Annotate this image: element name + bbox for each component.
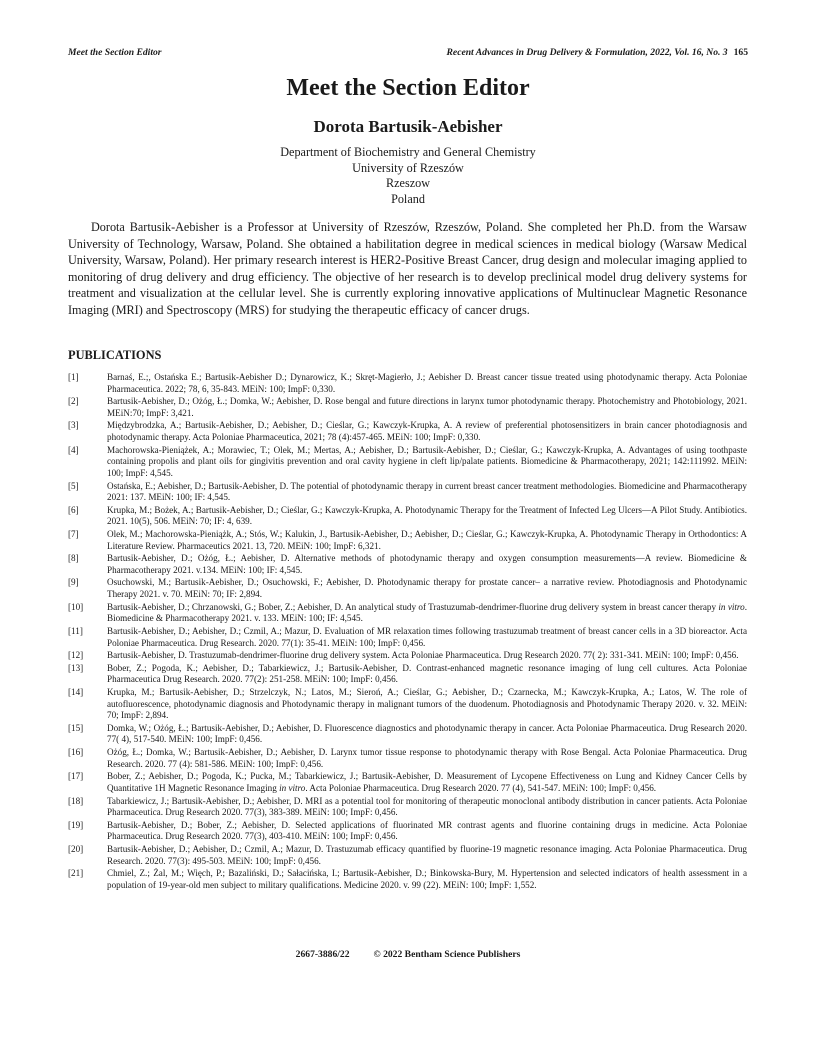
- publication-number: [16]: [68, 747, 84, 758]
- publication-citation: Bartusik-Aebisher, D.; Aebisher, D.; Czmil, A.; Mazur, D. Trastuzumab efficacy quantified by fluorine-19 magnetic resonance imaging. Acta Poloniae Pharmaceutica. Drug Research. 2020. 77(3): 495-503. MEiN: 100; ImpF: 0,456.: [107, 844, 747, 866]
- publication-citation: Bober, Z.; Aebisher, D.; Pogoda, K.; Pucka, M.; Tabarkiewicz, J.; Bartusik-Aebisher, D. Measurement of Lycopene Effectiveness on Lung and Kidney Cancer Cells by Quantitative 1H Magnetic Resonance Imaging in vitro. Acta Poloniae Pharmaceutica. Drug Research 2020. 77 (4), 541-547. MEiN: 100; ImpF: 0,456.: [107, 771, 747, 793]
- publication-citation: Krupka, M.; Bożek, A.; Bartusik-Aebisher, D.; Cieślar, G.; Kawczyk-Krupka, A. Photodynamic Therapy for the Treatment of Infected Leg Ulcers—A Pilot Study. Antibiotics. 2021. 10(5), 506. MEiN: 70; IF: 4, 639.: [107, 504, 747, 527]
- publication-number: [14]: [68, 687, 84, 698]
- publication-number: [17]: [68, 771, 84, 782]
- publication-number: [11]: [68, 625, 83, 636]
- footer-issn: 2667-3886/22: [295, 949, 350, 960]
- affiliation-department: Department of Biochemistry and General Chemistry: [280, 145, 536, 159]
- publication-number: [12]: [68, 650, 84, 661]
- running-header-right: [447, 47, 748, 59]
- publication-citation: Bober, Z.; Pogoda, K.; Aebisher, D.; Tabarkiewicz, J.; Bartusik-Aebisher, D. Contrast-enhanced magnetic resonance imaging of lung cell cultures. Acta Poloniae Pharmaceutica Drug Research. 2020. 77(2): 251-258. MEiN: 100; ImpF: 0,456.: [107, 662, 747, 685]
- publication-item: [68, 505, 747, 528]
- publication-citation: Domka, W.; Ożóg, Ł.; Bartusik-Aebisher, D.; Aebisher, D. Fluorescence diagnostics and photodynamic therapy in cancer. Acta Poloniae Pharmaceutica. Drug Research 2020. 77( 4), 517-540. MEiN: 100; ImpF: 0,456.: [107, 722, 747, 745]
- publication-item: [68, 796, 747, 819]
- publication-number: [4]: [68, 444, 79, 455]
- publication-item: [68, 650, 747, 662]
- publication-citation: Tabarkiewicz, J.; Bartusik-Aebisher, D.; Aebisher, D. MRI as a potential tool for monitoring of therapeutic monoclonal antibody distribution in cancer patients. Acta Poloniae Pharmaceutica. Drug Research 2020. 77(3), 383-389. MEiN: 100; ImpF: 0,456.: [107, 795, 747, 818]
- affiliation-university: University of Rzeszów: [352, 160, 464, 175]
- publication-citation: Międzybrodzka, A.; Bartusik-Aebisher, D.; Aebisher, D.; Cieślar, G.; Kawczyk-Krupka, A. A review of preferential photosensitizers in brain cancer photodiagnosis and photodynamic therapy. Acta Poloniae Pharmaceutica, 2021; 78 (4):457-465. MEiN: 100; ImpF: 0,330.: [107, 420, 747, 443]
- publication-number: [5]: [68, 480, 79, 491]
- biography-paragraph: Dorota Bartusik-Aebisher is a Professor at University of Rzeszów, Rzeszów, Poland. She completed her Ph.D. from the Warsaw University of Technology, Warsaw, Poland. She obtained a habilitation degree in medical sciences in medical biology (Warsaw Medical University, Warsaw, Poland). Her primary research interest is HER2-Positive Breast Cancer, drug design and molecular imaging applied to monitoring of drug delivery and drug efficiency. The objective of her research is to develop preclinical model drug delivery systems for treatment and visualization at the cellular level. She is currently exploring innovative applications of Multinuclear Magnetic Resonance Imaging (MRI) and Spectroscopy (MRS) for studying the therapeutic efficacy of cancer drugs.: [68, 220, 747, 317]
- publication-item: [68, 602, 747, 625]
- publication-number: [8]: [68, 553, 79, 564]
- publication-item: [68, 844, 747, 867]
- publication-item: [68, 529, 747, 552]
- publications-heading: PUBLICATIONS: [68, 348, 162, 362]
- publication-number: [6]: [68, 504, 79, 515]
- publication-number: [10]: [68, 601, 84, 612]
- page-number: 165: [733, 47, 748, 58]
- publication-number: [2]: [68, 396, 79, 407]
- publication-number: [18]: [68, 795, 84, 806]
- affiliation-country: Poland: [391, 191, 425, 206]
- publication-item: [68, 723, 747, 746]
- publication-item: [68, 820, 747, 843]
- publication-citation: Barnaś, E.;, Ostańska E.; Bartusik-Aebisher D.; Dynarowicz, K.; Skręt-Magierło, J.; Aebisher D. Breast cancer tissue treated using photodynamic therapy. Acta Poloniae Pharmaceutica. 2022; 78, 6, 35-843. MEiN: 100; ImpF: 0,330.: [107, 372, 747, 394]
- publication-citation: Krupka, M.; Bartusik-Aebisher, D.; Strzelczyk, N.; Latos, M.; Sieroń, A.; Cieślar, G.; Aebisher, D.; Czarnecka, M.; Kawczyk-Krupka, A.; Latos, W. The role of autofluorescence, photodynamic diagnosis and Photodynamic therapy in malignant tumors of the duodenum. Photodiagnosis and Photodynamic Therapy 2020. v. 32. MEiN: 70; ImpF: 2,894.: [107, 687, 747, 721]
- publication-citation: Bartusik-Aebisher, D.; Bober, Z.; Aebisher, D. Selected applications of fluorinated MR contrast agents and fluorine containing drugs in medicine. Acta Poloniae Pharmaceutica. Drug Research 2020. 77(3), 403-410. MEiN: 100; ImpF: 0,456.: [107, 819, 747, 842]
- publication-citation: Ostańska, E.; Aebisher, D.; Bartusik-Aebisher, D. The potential of photodynamic therapy in current breast cancer treatment methodologies. Biomedicine and Pharmacotherapy 2021: 137. MEiN: 100; IF: 4,545.: [107, 480, 747, 503]
- publication-number: [9]: [68, 577, 79, 588]
- page-title: Meet the Section Editor: [286, 75, 530, 101]
- running-header: [68, 47, 748, 59]
- publication-item: [68, 445, 747, 480]
- publication-citation: Olek, M.; Machorowska-Pieniążk, A.; Stós, W.; Kalukin, J., Bartusik-Aebisher, D.; Aebisher, D.; Cieślar, G.; Kawczyk-Krupka, A. Photodynamic Therapy in Orthodontics: A Literature Review. Pharmaceutics 2021. 13, 720. MEiN: 100; ImpF: 6,321.: [107, 529, 747, 551]
- publication-citation: Bartusik-Aebisher, D.; Ożóg, Ł.; Aebisher, D. Alternative methods of photodynamic therapy and oxygen consumption measurements—A review. Biomedicine & Pharmacotherapy 2021. v.134. MEiN: 100; IF: 4,545.: [107, 553, 747, 575]
- publication-citation: Osuchowski, M.; Bartusik-Aebisher, D.; Osuchowski, F.; Aebisher, D. Photodynamic therapy for prostate cancer– a narrative review. Photodiagnosis and Photodynamic Therapy 2021. v. 70. MEiN: 70; IF: 2,894.: [107, 577, 747, 600]
- author-name: Dorota Bartusik-Aebisher: [313, 117, 503, 136]
- publication-item: [68, 420, 747, 443]
- publication-item: [68, 626, 747, 649]
- publication-item: [68, 481, 747, 504]
- affiliation-city: Rzeszow: [386, 176, 430, 191]
- publication-number: [19]: [68, 819, 84, 830]
- publication-item: [68, 663, 747, 686]
- publication-citation: Ożóg, Ł.; Domka, W.; Bartusik-Aebisher, D.; Aebisher, D. Larynx tumor tissue response to photodynamic therapy with Rose Bengal. Acta Poloniae Pharmaceutica. Drug Research. 2020. 77 (4): 581-586. MEiN: 100; ImpF: 0,456.: [107, 747, 747, 769]
- publication-item: [68, 868, 747, 891]
- publication-citation: Bartusik-Aebisher, D.; Ożóg, Ł.; Domka, W.; Aebisher, D. Rose bengal and future directions in larynx tumor photodynamic therapy. Photochemistry and Photobiology, 2021. MEiN:70; ImpF: 3,421.: [107, 396, 747, 418]
- publications-list: [68, 372, 747, 893]
- publication-number: [21]: [68, 868, 84, 879]
- publication-citation: Bartusik-Aebisher, D. Trastuzumab-dendrimer-fluorine drug delivery system. Acta Poloniae Pharmaceutica. Drug Research 2020. 77( 2): 331-341. MEiN: 100; ImpF: 0,456.: [107, 650, 739, 661]
- publication-item: [68, 553, 747, 576]
- publication-number: [1]: [68, 372, 79, 382]
- publication-item: [68, 577, 747, 600]
- publication-citation: Bartusik-Aebisher, D.; Aebisher, D.; Czmil, A.; Mazur, D. Evaluation of MR relaxation times following trastuzumab treatment of breast cancer cells in a 3D bioreactor. Acta Poloniae Pharmaceutica. Drug Research. 2020. 77(1): 35-41. MEiN: 100; ImpF: 0,456.: [107, 625, 747, 648]
- publication-item: [68, 687, 747, 722]
- footer: [0, 949, 816, 961]
- publication-number: [13]: [68, 662, 84, 673]
- publication-item: [68, 396, 747, 419]
- journal-citation: Recent Advances in Drug Delivery & Formulation, 2022, Vol. 16, No. 3: [446, 47, 728, 58]
- publication-citation: Chmiel, Z.; Żal, M.; Więch, P.; Bazaliński, D.; Sałacińska, I.; Bartusik-Aebisher, D.; Binkowska-Bury, M. Hypertension and selected indicators of health assessment in a population of 19-year-old men subject to military qualifications. Medicine 2020. v. 99 (22). MEiN: 100; ImpF: 1,552.: [107, 868, 747, 890]
- publication-number: [3]: [68, 420, 79, 431]
- publication-citation: Machorowska-Pieniążek, A.; Morawiec, T.; Olek, M.; Mertas, A.; Aebisher, D.; Bartusik-Aebisher, D.; Cieślar, G.; Kawczyk-Krupka, A. Advantages of using toothpaste containing propolis and plant oils for gingivitis prevention and oral cavity hygiene in cleft lip/palate patients. Biomedicine & Pharmacotherapy, 2021; 142:111992. MEiN: 100; ImpF: 4,545.: [107, 444, 747, 478]
- publication-number: [20]: [68, 844, 84, 855]
- publication-number: [15]: [68, 722, 84, 733]
- publication-item: [68, 747, 747, 770]
- footer-copyright: © 2022 Bentham Science Publishers: [373, 949, 521, 960]
- publication-item: [68, 771, 747, 794]
- affiliation-block: [0, 145, 816, 207]
- publication-item: [68, 372, 747, 395]
- publication-number: [7]: [68, 529, 79, 539]
- publication-citation: Bartusik-Aebisher, D.; Chrzanowski, G.; Bober, Z.; Aebisher, D. An analytical study of Trastuzumab-dendrimer-fluorine drug delivery system in breast cancer therapy in vitro. Biomedicine & Pharmacotherapy 2021. v. 133. MEiN: 100; IF: 4,545.: [107, 601, 747, 624]
- running-header-left: Meet the Section Editor: [68, 47, 162, 58]
